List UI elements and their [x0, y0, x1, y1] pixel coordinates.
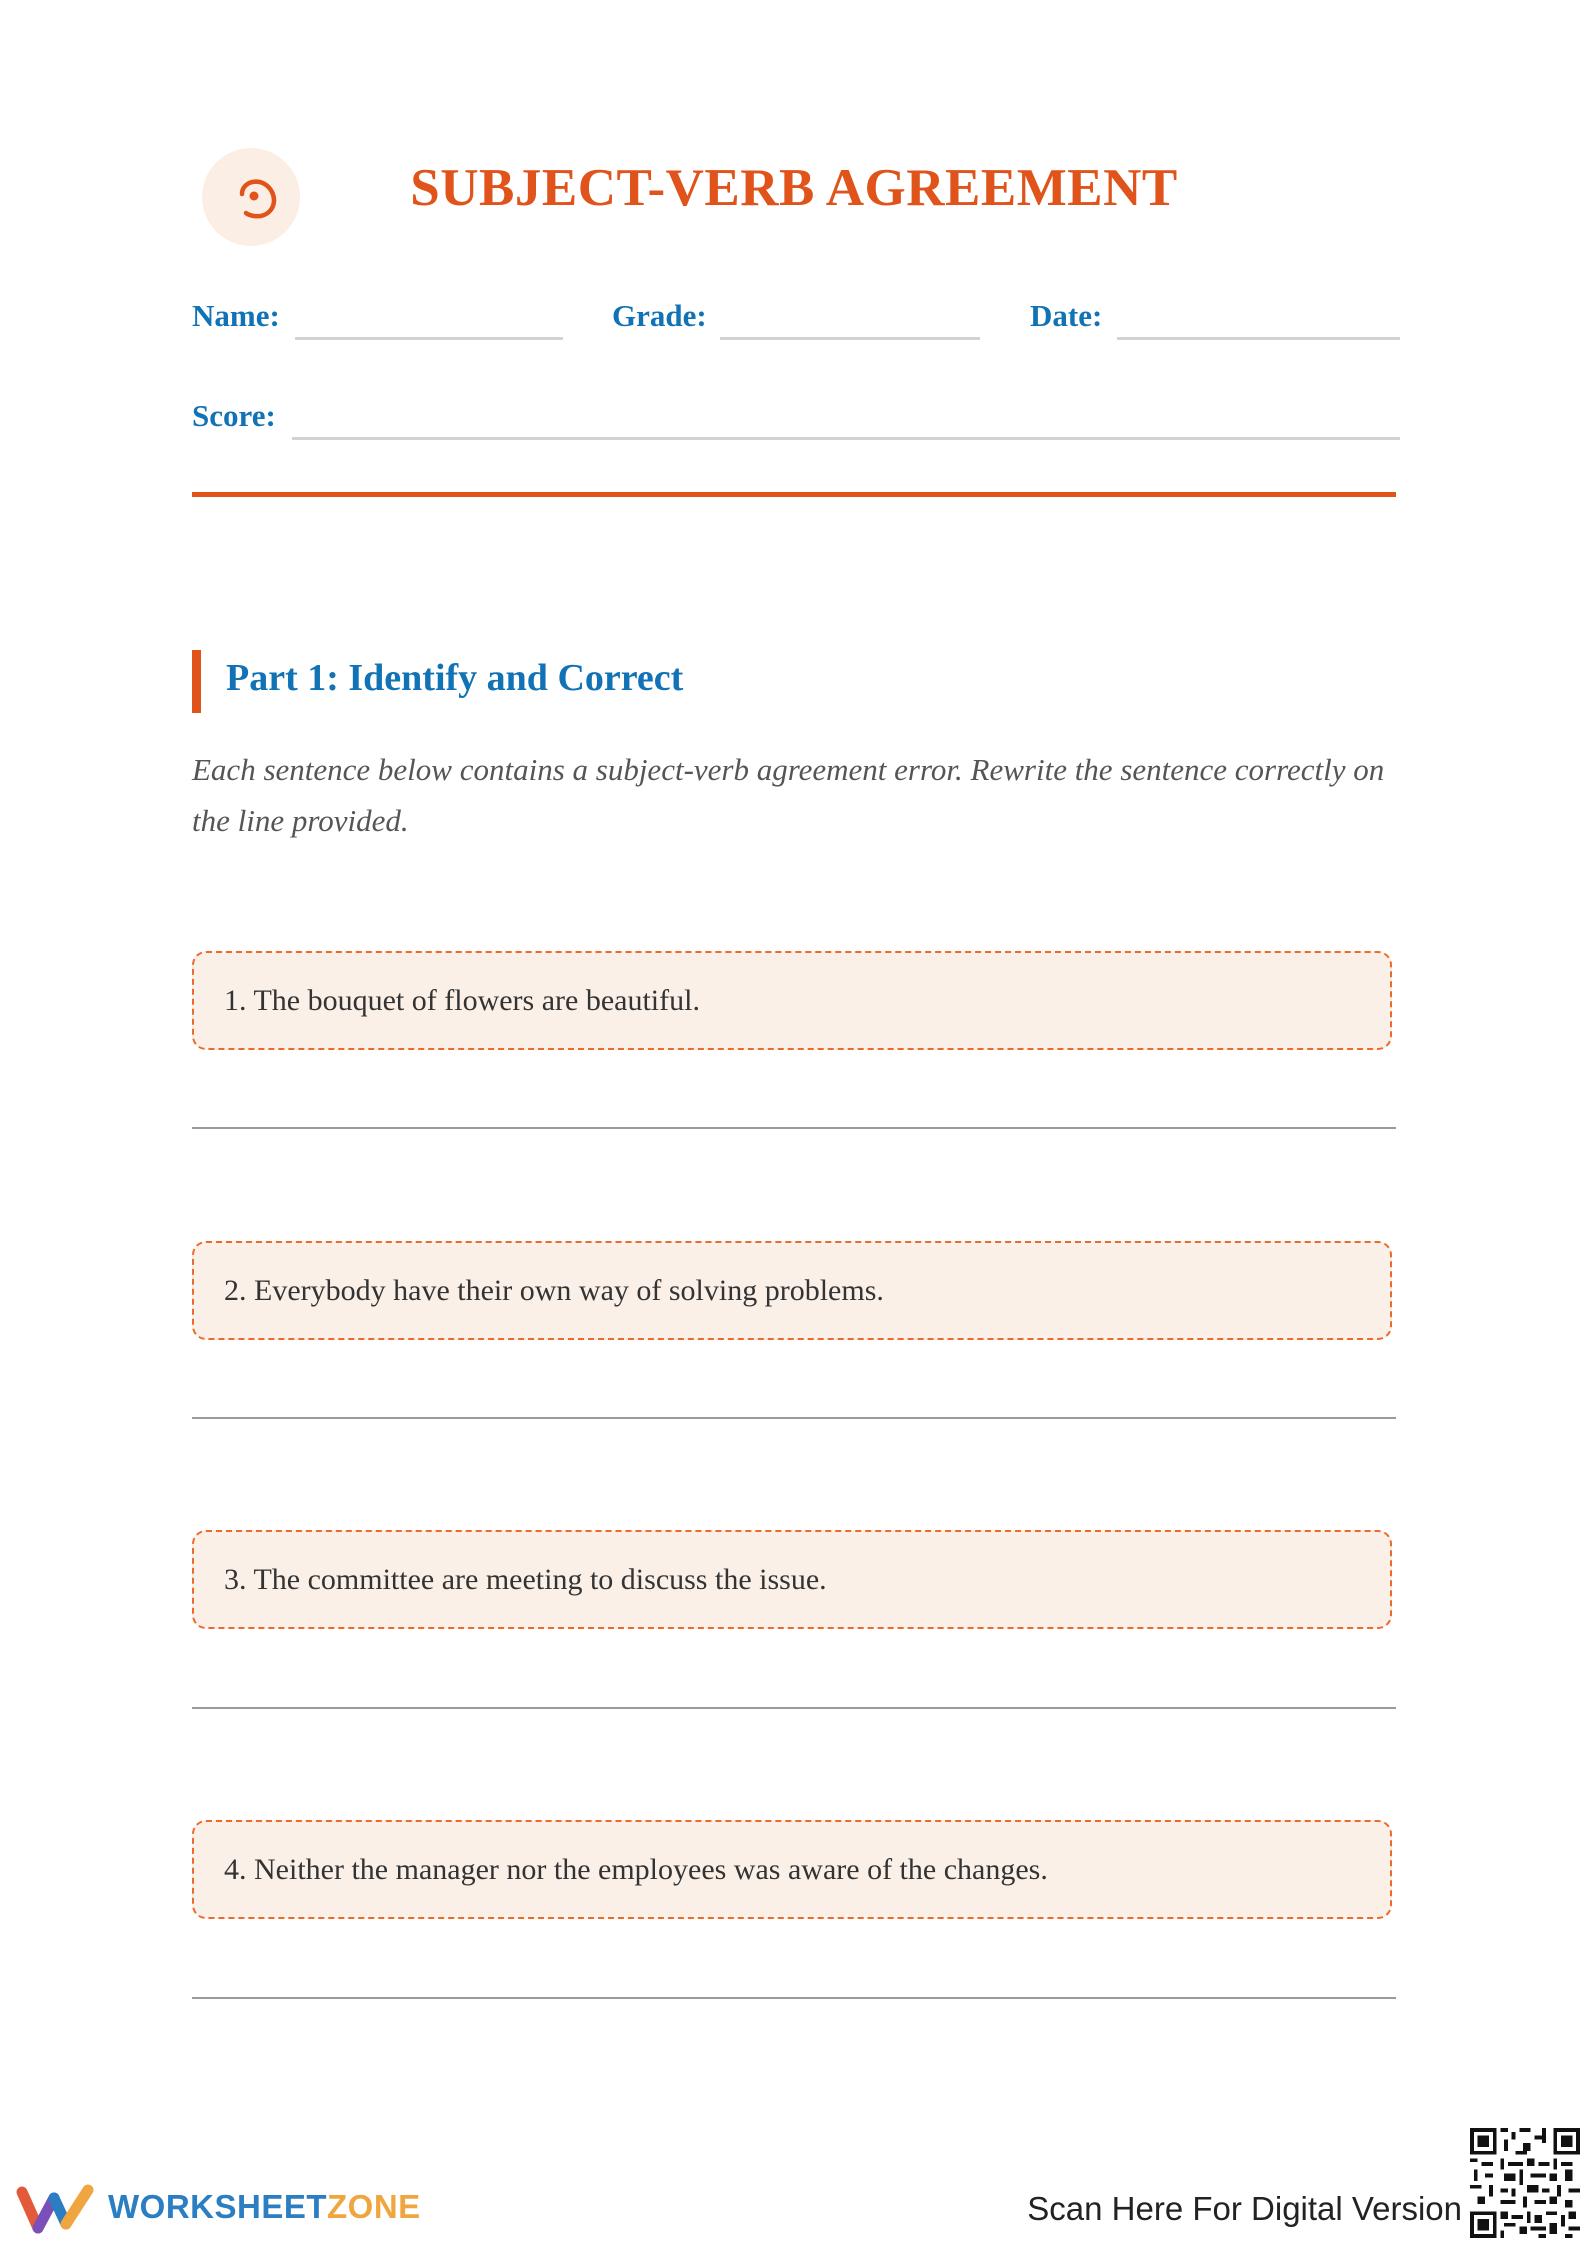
score-field[interactable] [292, 437, 1400, 440]
question-text: 4. Neither the manager nor the employees was aware of the changes. [224, 1853, 1048, 1886]
page-title: SUBJECT-VERB AGREEMENT [410, 159, 1178, 217]
question-box [192, 1530, 1392, 1629]
section-heading: Part 1: Identify and Correct [226, 657, 684, 699]
question-text: 1. The bouquet of flowers are beautiful. [224, 984, 700, 1017]
question-box [192, 951, 1392, 1050]
section-accent-bar [192, 650, 201, 713]
grade-field[interactable] [720, 337, 980, 340]
question-box [192, 1820, 1392, 1919]
name-label: Name: [192, 298, 280, 333]
brand-name [108, 2188, 421, 2226]
question-box [192, 1241, 1392, 1340]
question-text: 3. The committee are meeting to discuss the issue. [224, 1563, 827, 1596]
qr-code-icon[interactable] [1470, 2128, 1580, 2238]
answer-line[interactable] [192, 1417, 1396, 1419]
answer-line[interactable] [192, 1997, 1396, 1999]
answer-line[interactable] [192, 1127, 1396, 1129]
brand-name-part1: WORKSHEET [108, 2188, 327, 2225]
date-field[interactable] [1117, 337, 1400, 340]
instructions-text: Each sentence below contains a subject-verb agreement error. Rewrite the sentence correctly on the line provided. [192, 752, 1385, 838]
answer-line[interactable] [192, 1707, 1396, 1709]
header-divider [192, 492, 1396, 497]
face-doodle-icon [202, 148, 300, 246]
name-field[interactable] [295, 337, 563, 340]
question-text: 2. Everybody have their own way of solving problems. [224, 1274, 884, 1307]
worksheetzone-logo-icon [16, 2184, 100, 2234]
score-label: Score: [192, 398, 276, 433]
grade-label: Grade: [612, 298, 707, 333]
date-label: Date: [1030, 298, 1103, 333]
brand-name-part2: ZONE [327, 2188, 421, 2225]
scan-caption: Scan Here For Digital Version [1027, 2190, 1462, 2227]
logo-badge [202, 148, 300, 246]
